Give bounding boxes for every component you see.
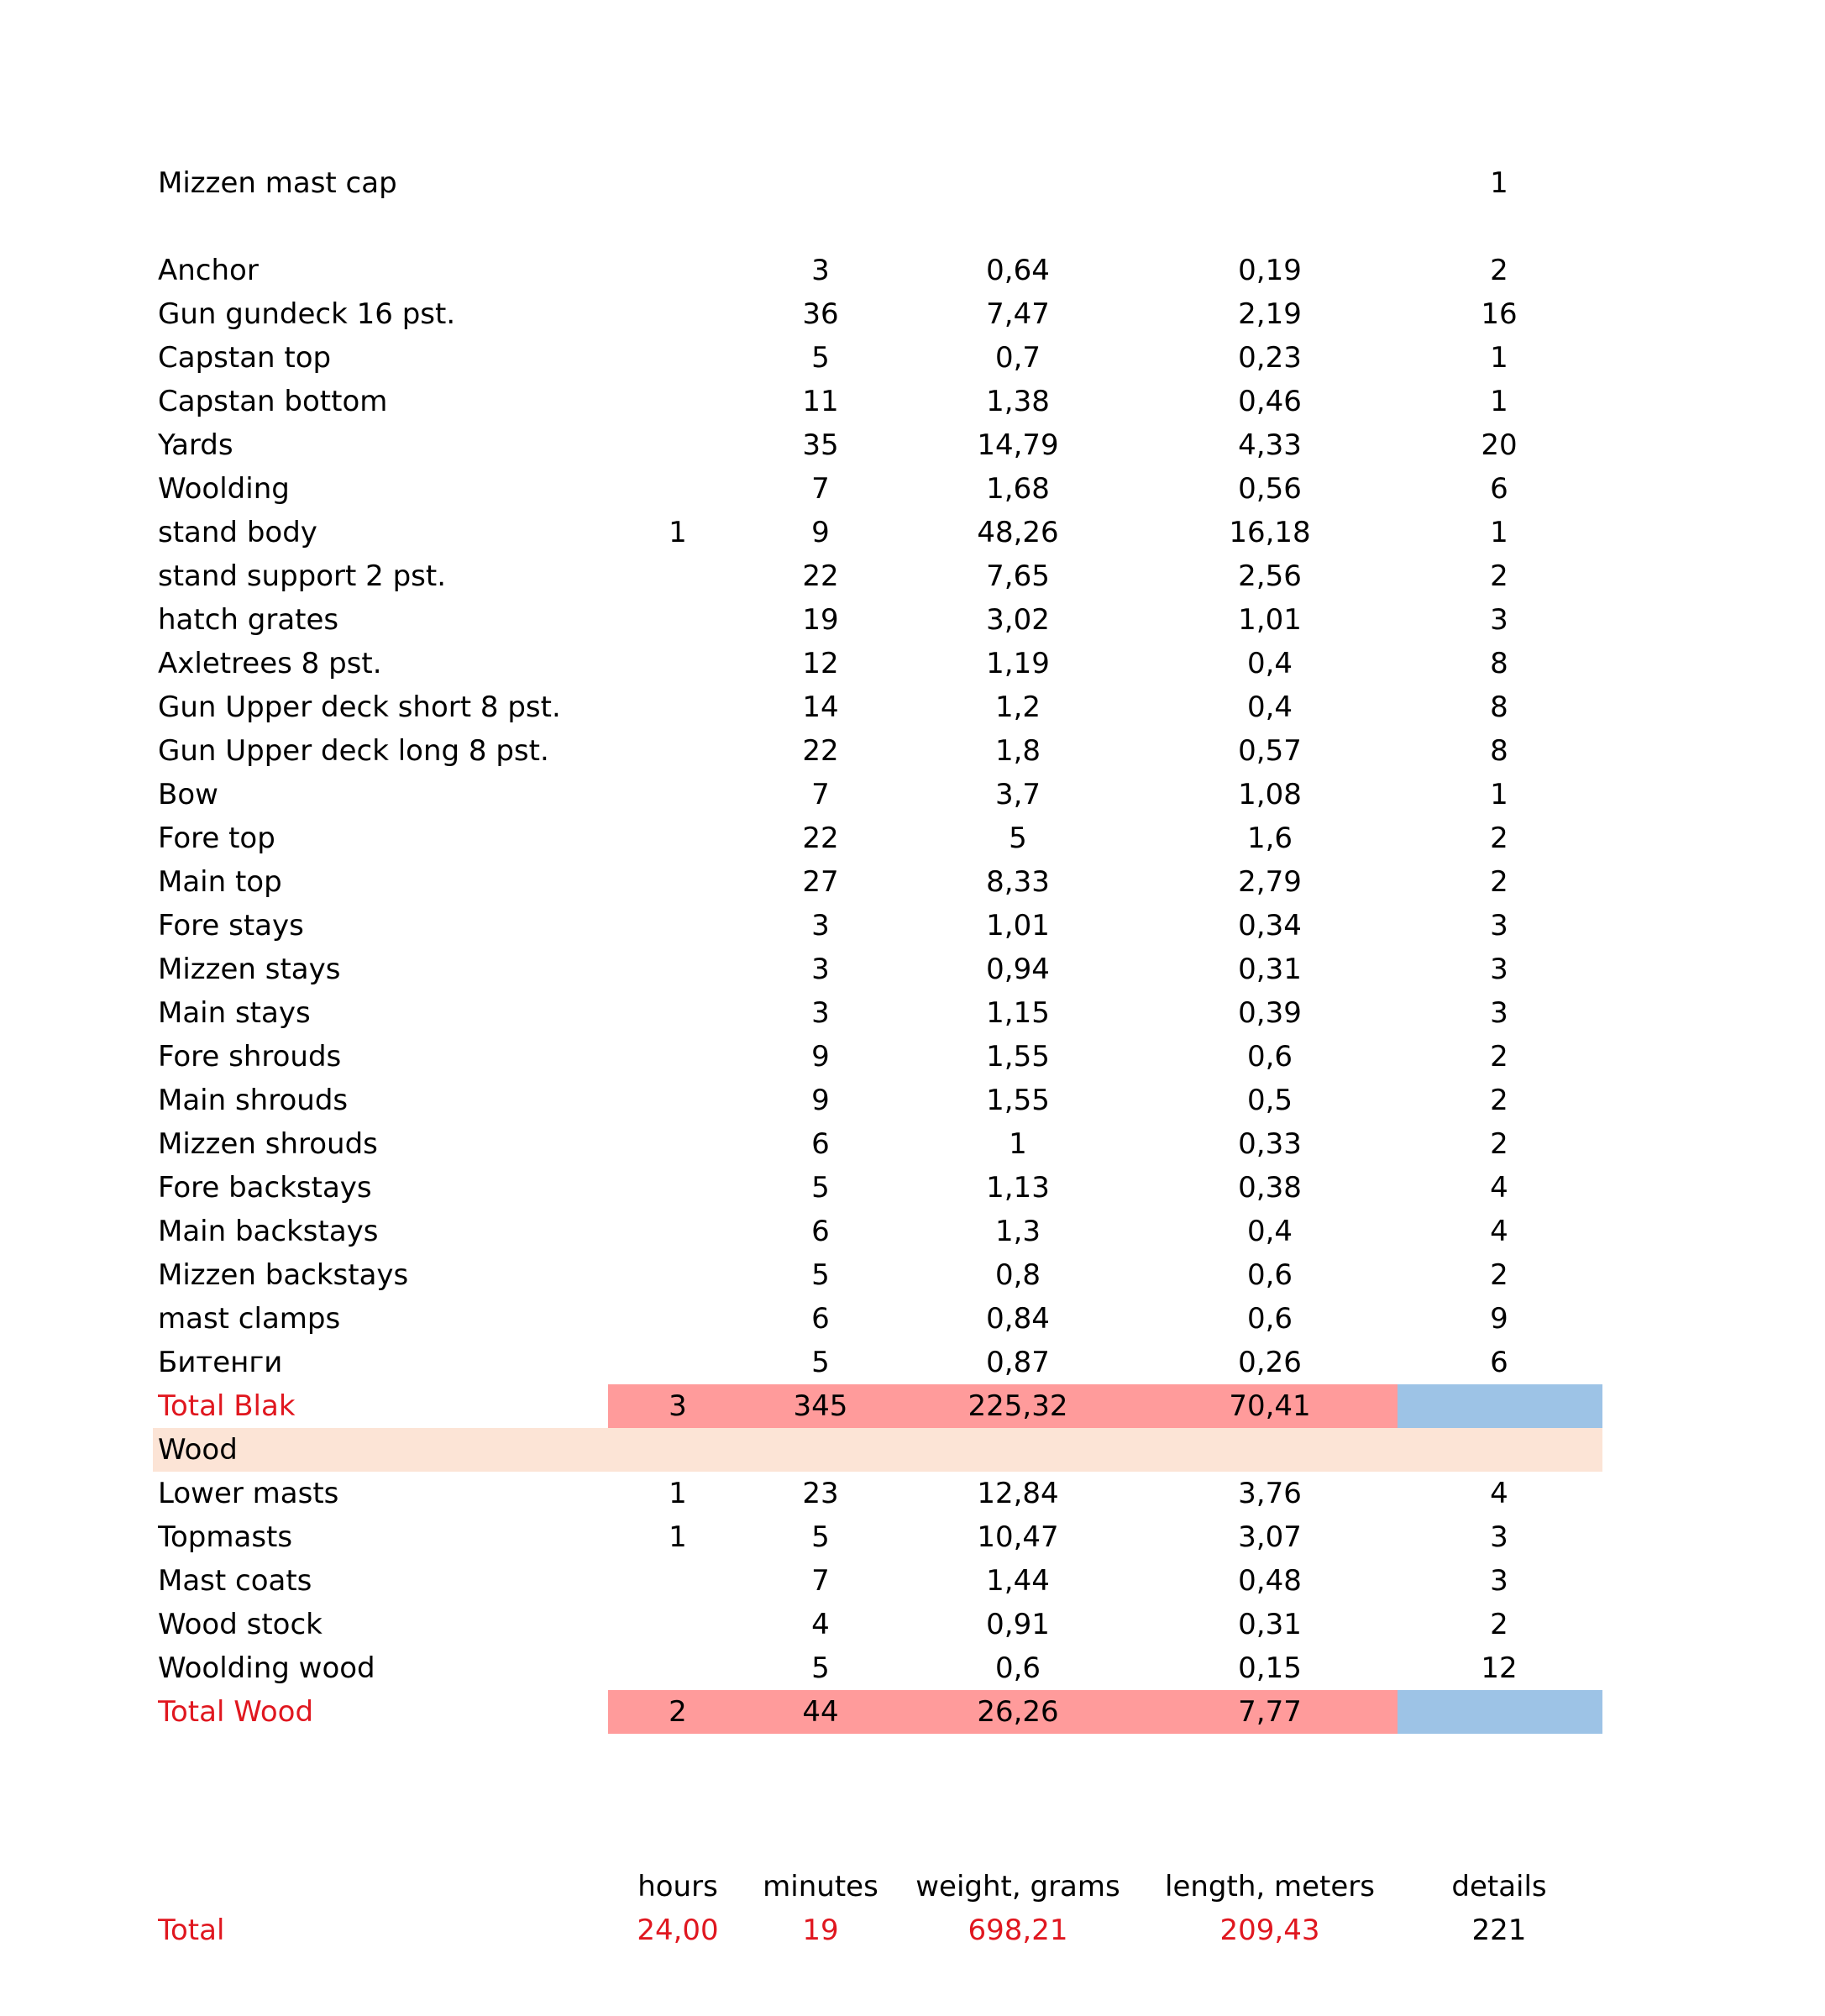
item-hours [606, 1210, 749, 1253]
item-details: 8 [1490, 690, 1508, 724]
item-weight: 1,13 [986, 1171, 1050, 1205]
item-minutes: 27 [802, 865, 839, 899]
item-name: stand body [158, 516, 317, 549]
item-name: Main shrouds [158, 1084, 349, 1117]
item-hours [606, 1646, 749, 1690]
item-weight: 12,84 [977, 1477, 1059, 1510]
table-row [153, 598, 1602, 642]
item-weight: 0,8 [994, 1258, 1041, 1292]
table-row [153, 1079, 1602, 1122]
item-details: 1 [1490, 341, 1508, 375]
header-hours: hours [637, 1870, 718, 1903]
item-length: 0,6 [1246, 1040, 1293, 1074]
item-name: Topmasts [158, 1520, 293, 1554]
item-weight: 48,26 [977, 516, 1059, 549]
item-name: Yards [158, 428, 233, 462]
item-length: 0,23 [1238, 341, 1302, 375]
total-weight: 225,32 [968, 1389, 1068, 1423]
item-length: 0,56 [1238, 472, 1302, 506]
item-hours [606, 1035, 749, 1079]
blak-items [153, 249, 1602, 1384]
item-length: 0,4 [1246, 647, 1293, 680]
table-row [153, 1515, 1602, 1559]
item-hours [606, 336, 749, 380]
item-weight: 7,47 [986, 297, 1050, 331]
table-row [153, 1122, 1602, 1166]
total-wood-row [153, 1690, 1602, 1734]
item-details: 3 [1490, 1564, 1508, 1598]
item-weight: 0,7 [994, 341, 1041, 375]
blank-rows [153, 1734, 1602, 1865]
blank-row [153, 205, 1602, 249]
item-minutes: 3 [811, 909, 830, 942]
item-details: 2 [1490, 559, 1508, 593]
item-details: 2 [1490, 1127, 1508, 1161]
table-row [153, 1341, 1602, 1384]
table-row [153, 1210, 1602, 1253]
item-minutes: 11 [802, 385, 839, 418]
table-row [153, 467, 1602, 511]
table-row [153, 1297, 1602, 1341]
item-length: 0,48 [1238, 1564, 1302, 1598]
item-minutes: 6 [811, 1215, 830, 1248]
item-length: 0,15 [1238, 1651, 1302, 1685]
item-hours: 1 [669, 1520, 687, 1554]
table-row [153, 860, 1602, 904]
item-details: 12 [1481, 1651, 1518, 1685]
item-name: Main top [158, 865, 282, 899]
grand-total-length: 209,43 [1219, 1914, 1320, 1947]
table-row [153, 249, 1602, 292]
item-weight: 3,02 [986, 603, 1050, 637]
wood-items [153, 1472, 1602, 1690]
total-hours: 3 [669, 1389, 687, 1423]
item-details: 1 [1490, 166, 1508, 200]
item-weight: 7,65 [986, 559, 1050, 593]
item-details: 3 [1490, 953, 1508, 986]
summary-header-row [153, 1865, 1602, 1908]
item-hours [606, 685, 749, 729]
header-length: length, meters [1165, 1870, 1375, 1903]
item-minutes: 14 [802, 690, 839, 724]
item-weight: 0,94 [986, 953, 1050, 986]
item-length: 0,39 [1238, 996, 1302, 1030]
spreadsheet [153, 161, 1602, 1952]
grand-total-minutes: 19 [802, 1914, 839, 1947]
item-hours [606, 948, 749, 991]
item-details: 1 [1490, 385, 1508, 418]
item-name: mast clamps [158, 1302, 341, 1336]
item-details: 3 [1490, 603, 1508, 637]
header-item-row [153, 161, 1602, 205]
table-row [153, 1253, 1602, 1297]
item-details: 2 [1490, 1040, 1508, 1074]
total-hours: 2 [669, 1695, 687, 1729]
item-details: 4 [1490, 1477, 1508, 1510]
item-minutes: 9 [811, 516, 830, 549]
item-details: 3 [1490, 996, 1508, 1030]
item-length: 0,33 [1238, 1127, 1302, 1161]
item-details: 6 [1490, 472, 1508, 506]
item-hours [606, 904, 749, 948]
item-minutes: 5 [811, 1651, 830, 1685]
item-minutes: 9 [811, 1084, 830, 1117]
table-row [153, 1035, 1602, 1079]
item-details: 8 [1490, 734, 1508, 768]
table-row [153, 511, 1602, 554]
item-weight: 5 [1009, 822, 1027, 855]
item-name: Mizzen stays [158, 953, 341, 986]
grand-total-row [153, 1908, 1602, 1952]
item-minutes: 7 [811, 472, 830, 506]
item-hours [606, 249, 749, 292]
item-weight: 1,01 [986, 909, 1050, 942]
item-length: 1,6 [1246, 822, 1293, 855]
item-length: 0,38 [1238, 1171, 1302, 1205]
item-name: Fore top [158, 822, 275, 855]
item-name: Fore shrouds [158, 1040, 342, 1074]
item-length: 0,34 [1238, 909, 1302, 942]
item-details: 2 [1490, 865, 1508, 899]
item-length: 16,18 [1229, 516, 1311, 549]
item-weight: 0,87 [986, 1346, 1050, 1379]
item-name: Woolding wood [158, 1651, 375, 1685]
item-minutes: 6 [811, 1302, 830, 1336]
item-details: 1 [1490, 516, 1508, 549]
item-minutes: 9 [811, 1040, 830, 1074]
item-hours: 1 [669, 516, 687, 549]
total-label: Total Wood [158, 1695, 314, 1729]
item-weight: 1,68 [986, 472, 1050, 506]
item-hours [606, 1603, 749, 1646]
item-weight: 1,8 [994, 734, 1041, 768]
item-minutes: 22 [802, 734, 839, 768]
grand-total-details: 221 [1471, 1914, 1527, 1947]
item-hours [606, 292, 749, 336]
item-name: Gun Upper deck short 8 pst. [158, 690, 561, 724]
item-length: 0,4 [1246, 690, 1293, 724]
table-row [153, 1559, 1602, 1603]
header-minutes: minutes [763, 1870, 878, 1903]
item-minutes: 23 [802, 1477, 839, 1510]
item-details: 2 [1490, 1258, 1508, 1292]
item-details: 4 [1490, 1215, 1508, 1248]
item-hours [606, 1253, 749, 1297]
item-hours [606, 642, 749, 685]
item-details: 2 [1490, 254, 1508, 287]
item-details: 2 [1490, 822, 1508, 855]
item-details: 1 [1490, 778, 1508, 811]
item-name: Mast coats [158, 1564, 312, 1598]
table-row [153, 991, 1602, 1035]
item-weight: 1,19 [986, 647, 1050, 680]
item-minutes: 5 [811, 1258, 830, 1292]
item-weight: 1 [1009, 1127, 1027, 1161]
item-hours [606, 467, 749, 511]
item-name: Fore backstays [158, 1171, 372, 1205]
item-name: Mizzen backstays [158, 1258, 409, 1292]
item-minutes: 3 [811, 254, 830, 287]
item-length: 0,46 [1238, 385, 1302, 418]
item-weight: 0,84 [986, 1302, 1050, 1336]
item-details: 3 [1490, 909, 1508, 942]
item-length: 2,19 [1238, 297, 1302, 331]
item-minutes: 36 [802, 297, 839, 331]
table-row [153, 816, 1602, 860]
item-length: 0,4 [1246, 1215, 1293, 1248]
item-hours [606, 816, 749, 860]
item-weight: 0,6 [994, 1651, 1041, 1685]
item-name: Gun gundeck 16 pst. [158, 297, 456, 331]
table-row [153, 1646, 1602, 1690]
item-name: hatch grates [158, 603, 339, 637]
item-hours [606, 1079, 749, 1122]
item-minutes: 4 [811, 1608, 830, 1641]
table-row [153, 554, 1602, 598]
item-weight: 1,55 [986, 1084, 1050, 1117]
item-weight: 14,79 [977, 428, 1059, 462]
item-name: Capstan bottom [158, 385, 388, 418]
total-length: 70,41 [1229, 1389, 1311, 1423]
item-weight: 10,47 [977, 1520, 1059, 1554]
item-hours [606, 729, 749, 773]
section-label: Wood [158, 1433, 238, 1467]
item-weight: 3,7 [994, 778, 1041, 811]
item-minutes: 7 [811, 1564, 830, 1598]
item-weight: 0,91 [986, 1608, 1050, 1641]
table-row [153, 1603, 1602, 1646]
item-details: 9 [1490, 1302, 1508, 1336]
item-name: Mizzen mast cap [158, 166, 397, 200]
item-name: Capstan top [158, 341, 332, 375]
grand-total-weight: 698,21 [968, 1914, 1068, 1947]
item-details: 20 [1481, 428, 1518, 462]
total-minutes: 345 [793, 1389, 848, 1423]
table-row [153, 729, 1602, 773]
item-length: 0,31 [1238, 1608, 1302, 1641]
table-row [153, 423, 1602, 467]
item-minutes: 5 [811, 1346, 830, 1379]
item-details: 3 [1490, 1520, 1508, 1554]
item-hours [606, 598, 749, 642]
wood-section-row [153, 1428, 1602, 1472]
item-name: Axletrees 8 pst. [158, 647, 382, 680]
item-hours [606, 1166, 749, 1210]
item-weight: 1,3 [994, 1215, 1041, 1248]
item-length: 0,5 [1246, 1084, 1293, 1117]
item-length: 4,33 [1238, 428, 1302, 462]
item-minutes: 19 [802, 603, 839, 637]
total-weight: 26,26 [977, 1695, 1059, 1729]
item-name: Gun Upper deck long 8 pst. [158, 734, 549, 768]
item-weight: 1,55 [986, 1040, 1050, 1074]
table-row [153, 380, 1602, 423]
item-minutes: 12 [802, 647, 839, 680]
total-length: 7,77 [1238, 1695, 1302, 1729]
item-minutes: 6 [811, 1127, 830, 1161]
table-row [153, 1166, 1602, 1210]
item-details: 4 [1490, 1171, 1508, 1205]
total-label: Total Blak [158, 1389, 296, 1423]
table-row [153, 773, 1602, 816]
item-minutes: 7 [811, 778, 830, 811]
item-length: 2,79 [1238, 865, 1302, 899]
total-blak-row [153, 1384, 1602, 1428]
item-name: Anchor [158, 254, 259, 287]
item-length: 0,26 [1238, 1346, 1302, 1379]
item-minutes: 22 [802, 559, 839, 593]
item-minutes: 3 [811, 996, 830, 1030]
item-hours [606, 860, 749, 904]
item-length: 3,07 [1238, 1520, 1302, 1554]
item-length: 0,31 [1238, 953, 1302, 986]
item-minutes: 5 [811, 1171, 830, 1205]
item-length: 1,08 [1238, 778, 1302, 811]
item-details: 16 [1481, 297, 1518, 331]
item-hours [606, 991, 749, 1035]
item-hours [606, 423, 749, 467]
item-weight: 1,38 [986, 385, 1050, 418]
item-hours [606, 1341, 749, 1384]
item-name: Wood stock [158, 1608, 323, 1641]
item-name: Битенги [158, 1346, 283, 1379]
item-weight: 1,15 [986, 996, 1050, 1030]
item-name: Main backstays [158, 1215, 379, 1248]
item-name: stand support 2 pst. [158, 559, 447, 593]
total-minutes: 44 [802, 1695, 839, 1729]
item-minutes: 5 [811, 341, 830, 375]
details-highlight [1398, 1690, 1602, 1734]
table-row [153, 1472, 1602, 1515]
header-weight: weight, grams [915, 1870, 1120, 1903]
table-row [153, 292, 1602, 336]
item-minutes: 22 [802, 822, 839, 855]
item-hours [606, 1122, 749, 1166]
details-highlight [1398, 1384, 1602, 1428]
item-hours [606, 380, 749, 423]
item-length: 0,57 [1238, 734, 1302, 768]
item-minutes: 35 [802, 428, 839, 462]
header-details: details [1451, 1870, 1547, 1903]
table-row [153, 685, 1602, 729]
item-details: 2 [1490, 1608, 1508, 1641]
item-hours [606, 773, 749, 816]
item-name: Lower masts [158, 1477, 339, 1510]
item-weight: 0,64 [986, 254, 1050, 287]
item-name: Woolding [158, 472, 290, 506]
table-row [153, 948, 1602, 991]
item-weight: 1,44 [986, 1564, 1050, 1598]
item-details: 8 [1490, 647, 1508, 680]
item-length: 0,6 [1246, 1258, 1293, 1292]
item-hours: 1 [669, 1477, 687, 1510]
item-name: Mizzen shrouds [158, 1127, 378, 1161]
item-name: Bow [158, 778, 218, 811]
grand-total-label: Total [158, 1914, 225, 1947]
item-hours [606, 554, 749, 598]
item-name: Main stays [158, 996, 311, 1030]
item-minutes: 3 [811, 953, 830, 986]
table-row [153, 336, 1602, 380]
item-weight: 1,2 [994, 690, 1041, 724]
table-row [153, 904, 1602, 948]
item-weight: 8,33 [986, 865, 1050, 899]
grand-total-hours: 24,00 [637, 1914, 719, 1947]
item-hours [606, 1559, 749, 1603]
item-minutes: 5 [811, 1520, 830, 1554]
item-length: 2,56 [1238, 559, 1302, 593]
item-length: 1,01 [1238, 603, 1302, 637]
item-length: 0,6 [1246, 1302, 1293, 1336]
item-length: 0,19 [1238, 254, 1302, 287]
item-details: 2 [1490, 1084, 1508, 1117]
item-hours [606, 1297, 749, 1341]
item-name: Fore stays [158, 909, 304, 942]
item-length: 3,76 [1238, 1477, 1302, 1510]
table-row [153, 642, 1602, 685]
item-details: 6 [1490, 1346, 1508, 1379]
